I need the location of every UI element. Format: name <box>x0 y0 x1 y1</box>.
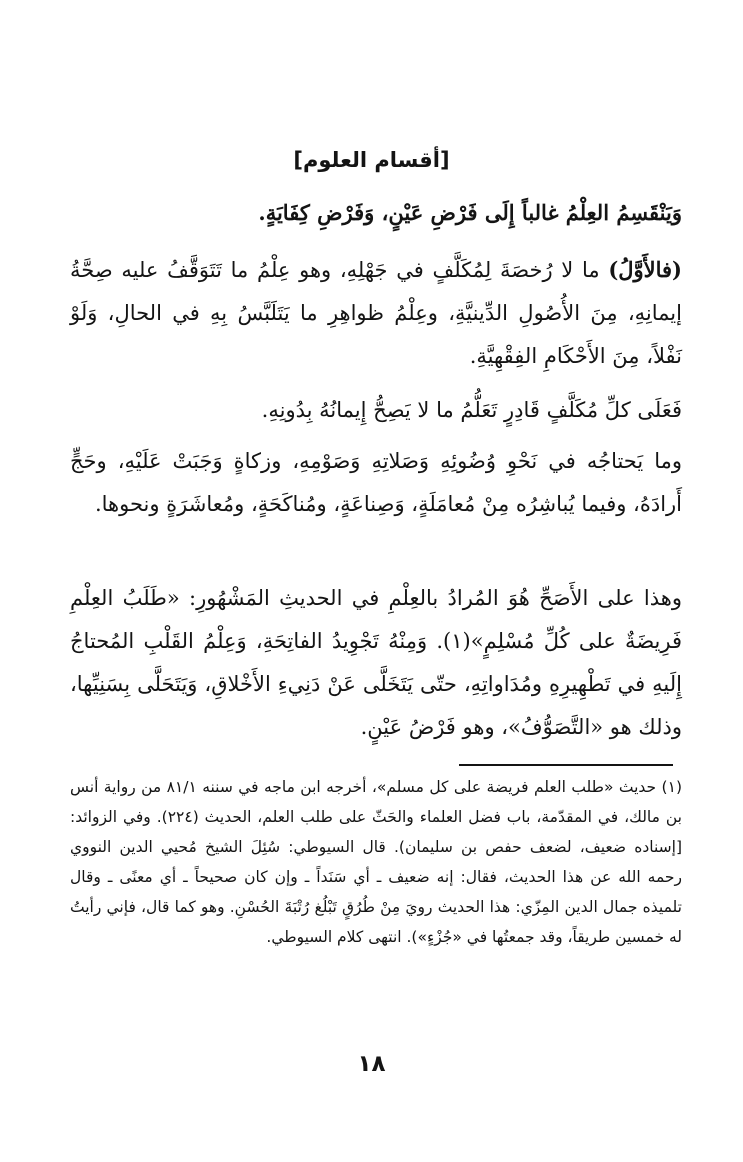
footnote-divider <box>459 764 673 766</box>
first-category-text: ما لا رُخصَةَ لِمُكَلَّفٍ في جَهْلِهِ، وهو عِلْمُ ما تَتَوَقَّفُ عليه صِحَّةُ إيمانِهِ، مِنَ الأُصُولِ الدِّينيَّةِ، وعِلْمُ ظواهِرِ ما يَتَلَبَّسُ بِهِ في الحالِ، وَلَوْ نَفْلاً، مِنَ الأَحْكَامِ الفِقْهِيَّةِ. <box>70 258 682 368</box>
footnote-number: (١) <box>661 778 682 796</box>
paragraph-famous-hadith: وهذا على الأَصَحِّ هُوَ المُرادُ بالعِلْمِ في الحديثِ المَشْهُورِ: «طَلَبُ العِلْمِ فَرِيضَةٌ على كُلِّ مُسْلِمٍ»(١). وَمِنْهُ تَجْوِيدُ الفاتِحَةِ، وَعِلْمُ القَلْبِ المُحتاجُ إِلَيهِ في تَطْهِيرِهِ ومُدَاواتِهِ، حتّى يَتَخَلَّى عَنْ دَنِيءِ الأَخْلاقِ، وَيَتَحَلَّى بِسَنِيِّها، وذلك هو «التَّصَوُّفُ»، وهو فَرْضُ عَيْنٍ. <box>70 586 682 739</box>
paragraph-needs: وما يَحتاجُه في نَحْوِ وُضُوئِهِ وَصَلاتِهِ وَصَوْمِهِ، وزكاةٍ وَجَبَتْ عَلَيْهِ، وحَجٍّ أَرادَهُ، وفيما يُباشِرُه مِنْ مُعامَلَةٍ، وَصِناعَةٍ، ومُناكَحَةٍ، ومُعاشَرَةٍ ونحوها. <box>70 449 682 516</box>
first-category-label: (فالأَوَّلُ) <box>608 257 682 282</box>
page-number: ١٨ <box>357 1051 386 1077</box>
paragraph-first-category <box>70 248 682 378</box>
paragraph-obligation: فَعَلَى كلِّ مُكَلَّفٍ قَادِرٍ تَعَلُّمُ ما لا يَصِحُّ إِيمانُهُ بِدُونِهِ. <box>261 398 682 422</box>
footnote <box>70 772 682 952</box>
section-heading: [أقسام العلوم] <box>293 148 450 172</box>
paragraph-division-of-knowledge: وَيَنْقَسِمُ العِلْمُ غالباً إِلَى فَرْضِ عَيْنٍ، وَفَرْضِ كِفَايَةٍ. <box>258 200 682 225</box>
footnote-text: حديث «طلب العلم فريضة على كل مسلم»، أخرجه ابن ماجه في سننه ٨١/١ من رواية أنس بن مالك، في المقدّمة، باب فضل العلماء والحَثّ على طلب العلم، الحديث (٢٢٤). وفي الزوائد: [إسناده ضعيف، لضعف حفص بن سليمان). قال السيوطي: سُئِلَ الشيخ مُحيي الدين النووي رحمه الله عن هذا الحديث، فقال: إنه ضعيف ـ أي سَنَداً ـ وإن كان صحيحاً ـ أي معنًى ـ وقال تلميذه جمال الدين المِزّي: هذا الحديث رويَ مِنْ طُرُقٍ تَبْلُغ رُتْبَةَ الحُسْنِ. وهو كما قال، فإني رأيتُ له خمسين طريقاً، وقد جمعتُها في «جُزْءٍ»). انتهى كلام السيوطي. <box>70 778 682 946</box>
